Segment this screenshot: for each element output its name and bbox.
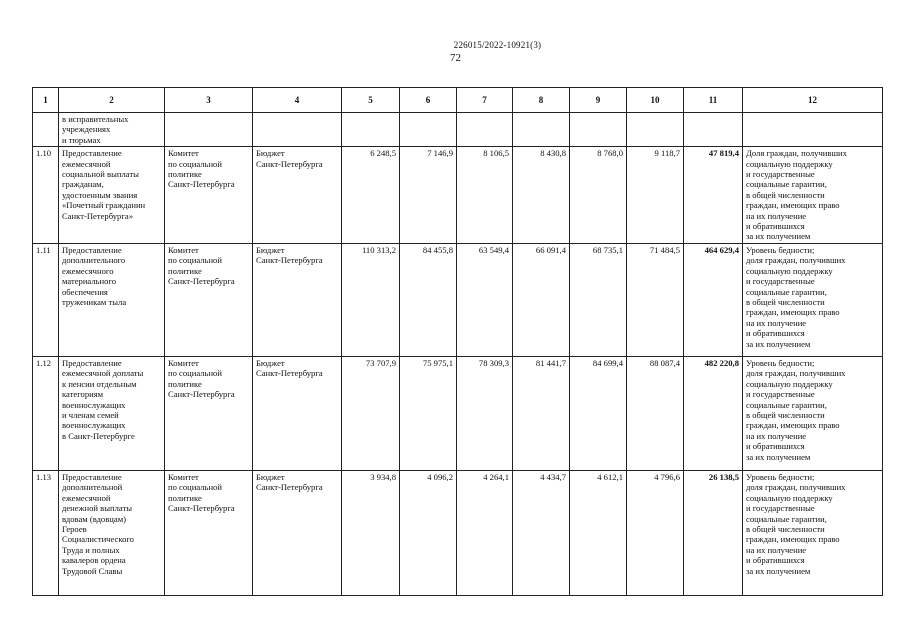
year-value: 88 087,4 — [627, 356, 684, 470]
column-header: 4 — [253, 88, 342, 113]
year-value: 73 707,9 — [342, 356, 400, 470]
year-value: 8 430,8 — [513, 147, 570, 244]
year-value: 110 313,2 — [342, 243, 400, 356]
total-value: 482 220,8 — [684, 356, 743, 470]
total-value: 47 819,4 — [684, 147, 743, 244]
measure-name: Предоставление ежемесячной доплаты к пенсии отдельным категориям военнослужащих и членам семей военнослужащих в Санкт-Петербурге — [59, 356, 165, 470]
column-header: 3 — [165, 88, 253, 113]
year-value: 78 309,3 — [457, 356, 513, 470]
column-header: 10 — [627, 88, 684, 113]
executor-cell: Комитет по социальной политике Санкт-Петербурга — [165, 243, 253, 356]
indicator-cell: Доля граждан, получивших социальную поддержку и государственные социальные гарантии, в общей численности граждан, имеющих право на их получение и обратившихся за их получением — [743, 147, 883, 244]
year-value: 68 735,1 — [570, 243, 627, 356]
year-value: 9 118,7 — [627, 147, 684, 244]
year-value: 3 934,8 — [342, 470, 400, 595]
indicator-cell: Уровень бедности; доля граждан, получивших социальную поддержку и государственные социальные гарантии, в общей численности граждан, имеющих право на их получение и обратившихся за их получением — [743, 243, 883, 356]
column-header: 5 — [342, 88, 400, 113]
table-row — [33, 243, 883, 356]
program-table — [32, 87, 883, 596]
funding-source-cell: Бюджет Санкт-Петербурга — [253, 243, 342, 356]
year-value: 66 091,4 — [513, 243, 570, 356]
funding-source-cell: Бюджет Санкт-Петербурга — [253, 470, 342, 595]
year-value: 75 975,1 — [400, 356, 457, 470]
funding-source-cell: Бюджет Санкт-Петербурга — [253, 356, 342, 470]
year-value: 4 796,6 — [627, 470, 684, 595]
year-value: 4 096,2 — [400, 470, 457, 595]
year-value: 4 612,1 — [570, 470, 627, 595]
measure-name: Предоставление дополнительной ежемесячной денежной выплаты вдовам (вдовцам) Героев Социалистического Труда и полных кавалеров ордена Трудовой Славы — [59, 470, 165, 595]
year-value: 81 441,7 — [513, 356, 570, 470]
indicator-cell: Уровень бедности; доля граждан, получивших социальную поддержку и государственные социальные гарантии, в общей численности граждан, имеющих право на их получение и обратившихся за их получением — [743, 470, 883, 595]
header-row — [33, 88, 883, 113]
year-value: 4 264,1 — [457, 470, 513, 595]
continuation-row — [33, 113, 883, 147]
funding-source-cell: Бюджет Санкт-Петербурга — [253, 147, 342, 244]
year-value: 8 768,0 — [570, 147, 627, 244]
document-number: 226015/2022-10921(3) — [453, 40, 542, 50]
row-index: 1.12 — [33, 356, 59, 470]
row-index: 1.10 — [33, 147, 59, 244]
year-value: 63 549,4 — [457, 243, 513, 356]
year-value: 4 434,7 — [513, 470, 570, 595]
executor-cell: Комитет по социальной политике Санкт-Петербурга — [165, 356, 253, 470]
column-header: 1 — [33, 88, 59, 113]
year-value: 7 146,9 — [400, 147, 457, 244]
row-index: 1.11 — [33, 243, 59, 356]
table-row — [33, 470, 883, 595]
total-value: 26 138,5 — [684, 470, 743, 595]
executor-cell: Комитет по социальной политике Санкт-Петербурга — [165, 470, 253, 595]
column-header: 9 — [570, 88, 627, 113]
year-value: 84 699,4 — [570, 356, 627, 470]
executor-cell: Комитет по социальной политике Санкт-Петербурга — [165, 147, 253, 244]
column-header: 2 — [59, 88, 165, 113]
page-number: 72 — [450, 52, 461, 64]
measure-name: Предоставление дополнительного ежемесячного материального обеспечения труженикам тыла — [59, 243, 165, 356]
continued-name-cell: в исправительных учреждениях и тюрьмах — [59, 113, 165, 147]
column-header: 7 — [457, 88, 513, 113]
measure-name: Предоставление ежемесячной социальной выплаты гражданам, удостоенным звания «Почетный гражданин Санкт-Петербурга» — [59, 147, 165, 244]
year-value: 84 455,8 — [400, 243, 457, 356]
year-value: 6 248,5 — [342, 147, 400, 244]
column-header: 6 — [400, 88, 457, 113]
table-row — [33, 356, 883, 470]
row-index: 1.13 — [33, 470, 59, 595]
year-value: 8 106,5 — [457, 147, 513, 244]
column-header: 12 — [743, 88, 883, 113]
total-value: 464 629,4 — [684, 243, 743, 356]
column-header: 11 — [684, 88, 743, 113]
indicator-cell: Уровень бедности; доля граждан, получивших социальную поддержку и государственные социальные гарантии, в общей численности граждан, имеющих право на их получение и обратившихся за их получением — [743, 356, 883, 470]
column-header: 8 — [513, 88, 570, 113]
year-value: 71 484,5 — [627, 243, 684, 356]
table-row — [33, 147, 883, 244]
